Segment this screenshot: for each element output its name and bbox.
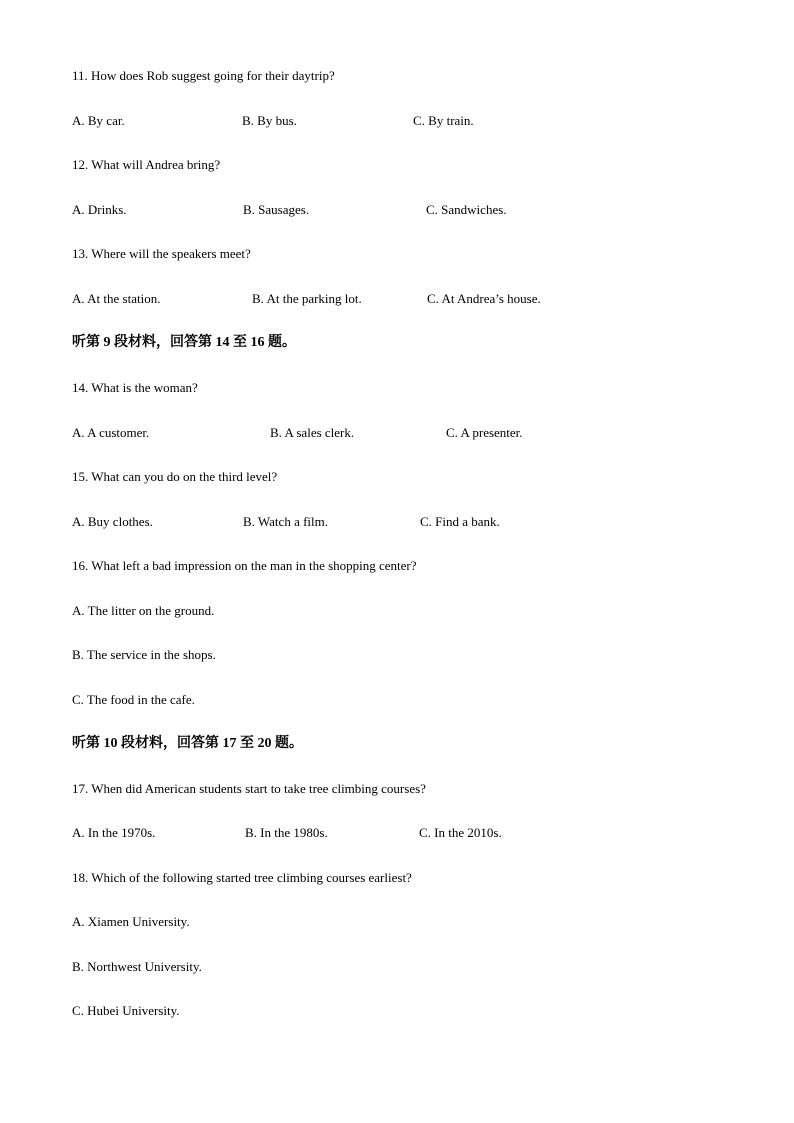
question-13-option-c: C. At Andrea’s house. (427, 291, 541, 306)
question-15: 15. What can you do on the third level? (72, 469, 278, 484)
question-18: 18. Which of the following started tree climbing courses earliest? (72, 870, 412, 885)
question-15-options (72, 514, 752, 530)
question-13: 13. Where will the speakers meet? (72, 246, 251, 261)
question-17-option-c: C. In the 2010s. (419, 825, 502, 840)
question-18-option-a: A. Xiamen University. (72, 914, 190, 929)
question-11-option-a: A. By car. (72, 113, 125, 128)
question-15-option-b: B. Watch a film. (243, 514, 329, 529)
question-17-options (72, 825, 752, 841)
question-18-option-b: B. Northwest University. (72, 959, 202, 974)
question-13-option-b: B. At the parking lot. (252, 291, 362, 306)
question-14-option-b: B. A sales clerk. (270, 425, 355, 440)
section-heading-10: 听第 10 段材料，回答第 17 至 20 题。 (72, 736, 303, 751)
question-11-option-c: C. By train. (413, 113, 474, 128)
question-16-option-a: A. The litter on the ground. (72, 603, 215, 618)
question-11: 11. How does Rob suggest going for their daytrip? (72, 68, 335, 83)
question-14-option-a: A. A customer. (72, 425, 150, 440)
question-16-option-c: C. The food in the cafe. (72, 692, 195, 707)
question-17-option-a: A. In the 1970s. (72, 825, 156, 840)
section-heading-9: 听第 9 段材料，回答第 14 至 16 题。 (72, 335, 296, 350)
question-15-option-a: A. Buy clothes. (72, 514, 153, 529)
question-14-options (72, 425, 752, 441)
question-12: 12. What will Andrea bring? (72, 157, 221, 172)
question-13-option-a: A. At the station. (72, 291, 161, 306)
question-14-option-c: C. A presenter. (446, 425, 523, 440)
question-12-option-a: A. Drinks. (72, 202, 127, 217)
question-15-option-c: C. Find a bank. (420, 514, 500, 529)
question-16-option-b: B. The service in the shops. (72, 647, 216, 662)
question-12-option-b: B. Sausages. (243, 202, 310, 217)
question-16: 16. What left a bad impression on the man in the shopping center? (72, 558, 417, 573)
question-18-option-c: C. Hubei University. (72, 1003, 180, 1018)
question-12-options (72, 202, 752, 218)
question-11-option-b: B. By bus. (242, 113, 297, 128)
question-11-options (72, 113, 752, 129)
question-17-option-b: B. In the 1980s. (245, 825, 328, 840)
question-13-options (72, 291, 752, 307)
question-17: 17. When did American students start to take tree climbing courses? (72, 781, 426, 796)
question-14: 14. What is the woman? (72, 380, 198, 395)
question-12-option-c: C. Sandwiches. (426, 202, 507, 217)
